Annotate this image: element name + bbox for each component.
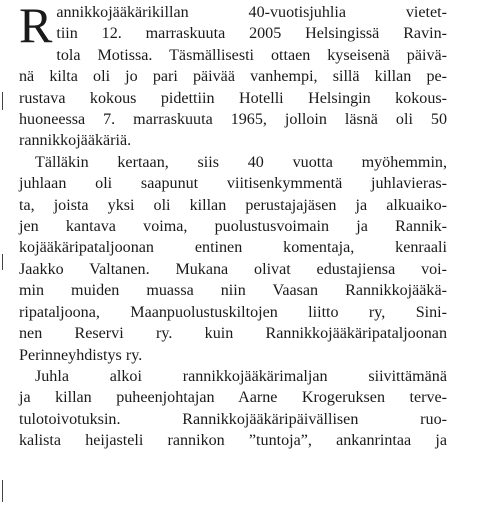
article-body (19, 2, 447, 452)
text-line: Juhla alkoi rannikkojääkärimaljan siivittämänä (35, 367, 447, 385)
paragraph-1 (19, 2, 447, 152)
text-line: ja killan puheenjohtajan Aarne Krogeruksen terve- (19, 389, 447, 407)
text-line: tola Motissa. Täsmällisesti ottaen kyseisenä päivä- (56, 46, 447, 64)
text-line: nen Reservi ry. kuin Rannikkojääkäripataljoonan (19, 325, 447, 343)
text-line: ripataljoona, Maanpuolustuskiltojen liitto ry, Sini- (19, 303, 447, 321)
text-line: Tälläkin kertaan, siis 40 vuotta myöhemmin, (35, 153, 447, 171)
text-line: tulotoivotuksin. Rannikkojääkäripäivällisen ruo- (19, 410, 447, 428)
text-line: Perinneyhdistys ry. (19, 346, 143, 364)
paragraph-3 (19, 366, 447, 452)
text-line: kojääkäripataljoonan entinen komentaja, kenraali (19, 239, 447, 257)
text-line: min muiden muassa niin Vaasan Rannikkojääkä- (19, 282, 447, 300)
text-line: ta, joista yksi oli killan perustajajäsen ja alkuaiko- (19, 196, 447, 214)
scan-edge-mark (2, 480, 3, 502)
text-line: rannikkojääkäriä. (19, 132, 132, 150)
text-line: juhlaan oli saapunut viitisenkymmentä juhlavieras- (19, 175, 447, 193)
text-line: huoneessa 7. marraskuuta 1965, jolloin läsnä oli 50 (19, 111, 447, 129)
text-line: kalista heijasteli rannikon ”tuntoja”, ankanrintaa ja (19, 432, 447, 450)
drop-cap: R (19, 0, 53, 53)
paragraph-2 (19, 152, 447, 366)
text-line: jen kantava voima, puolustusvoimain ja Rannik- (19, 218, 447, 236)
text-line: nä kilta oli jo pari päivää vanhempi, sillä killan pe- (19, 68, 447, 86)
text-line: tiin 12. marraskuuta 2005 Helsingissä Ravin- (56, 25, 447, 43)
text-line: rustava kokous pidettiin Hotelli Helsingin kokous- (19, 89, 447, 107)
scan-edge-mark (2, 92, 3, 110)
scan-edge-mark (2, 254, 3, 270)
text-line: Jaakko Valtanen. Mukana olivat edustajiensa voi- (19, 260, 447, 278)
text-line: annikkojääkärikillan 40-vuotisjuhlia vietet- (56, 4, 447, 21)
